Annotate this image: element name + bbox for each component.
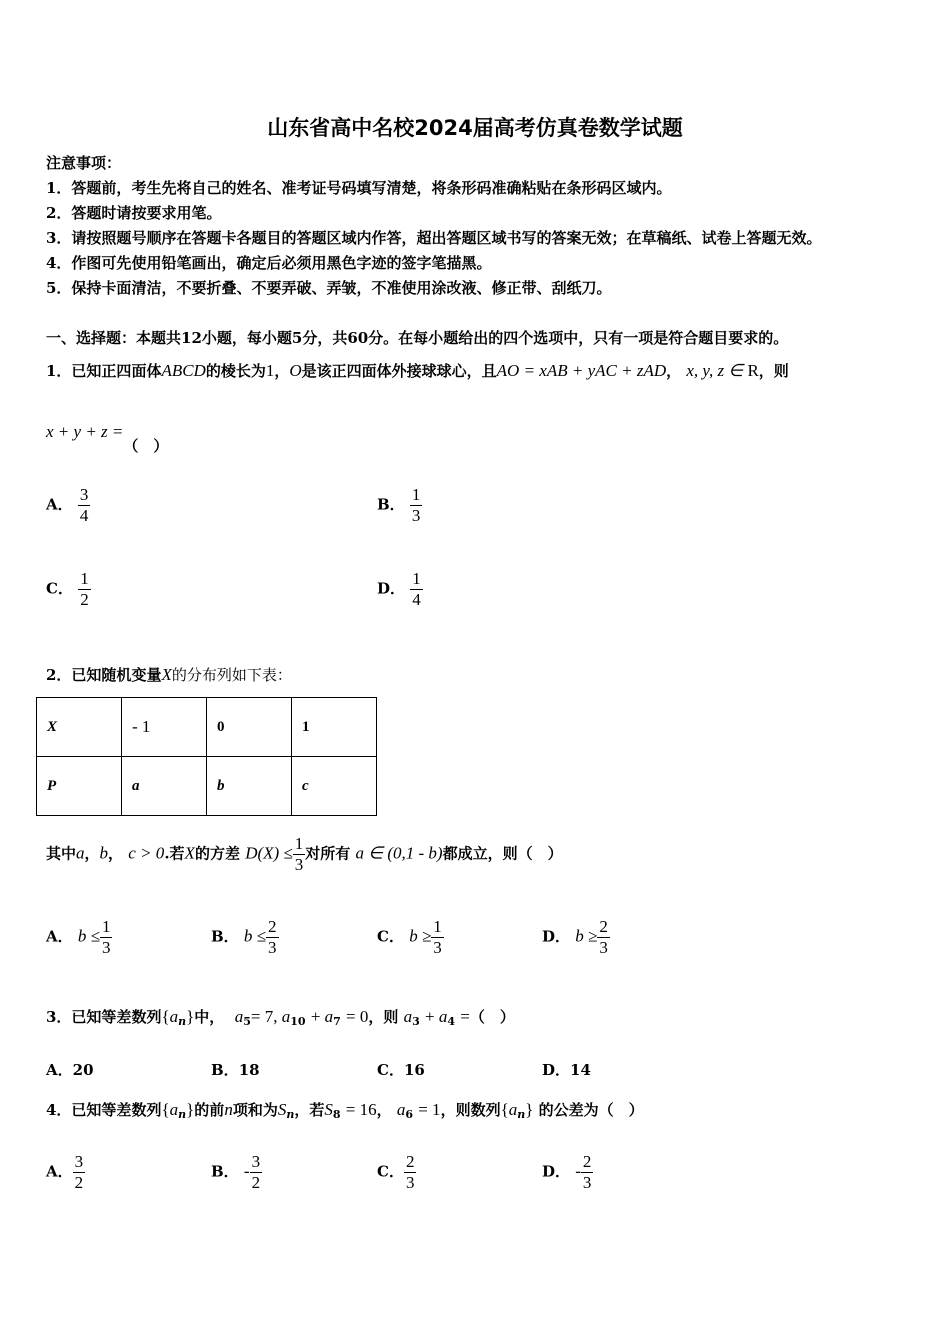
q3-option-c[interactable]: C．16 bbox=[377, 1061, 425, 1079]
table-cell: 0 bbox=[207, 698, 292, 757]
notice-item: 1．答题前，考生先将自己的姓名、准考证号码填写清楚，将条形码准确粘贴在条形码区域内。 bbox=[46, 179, 672, 197]
table-cell: P bbox=[37, 757, 122, 816]
table-cell: c bbox=[292, 757, 377, 816]
section-heading: 一、选择题：本题共12小题，每小题5分，共60分。在每小题给出的四个选项中，只有一项是符合题目要求的。 bbox=[46, 329, 789, 347]
q1-option-a[interactable]: A． $\frac{3}{4}$ bbox=[46, 485, 89, 525]
question-4-stem: 4．已知等差数列$\{a_n\}$的前n项和为$S_n$，若$S_8 = 16$， $a_6 = 1$，则数列$\{a_n\}$ 的公差为（ ） bbox=[46, 1100, 644, 1121]
q4-option-a[interactable]: A． $\frac{3}{2}$ bbox=[46, 1152, 84, 1192]
notice-item: 3．请按照题号顺序在答题卡各题目的答题区域内作答，超出答题区域书写的答案无效；在草稿纸、试卷上答题无效。 bbox=[46, 229, 822, 247]
q3-option-b[interactable]: B．18 bbox=[211, 1061, 260, 1079]
q4-option-b[interactable]: B． - $\frac{3}{2}$ bbox=[211, 1152, 261, 1192]
q2-option-b[interactable]: B． b ≤ $\frac{2}{3}$ bbox=[211, 917, 277, 957]
q4-option-c[interactable]: C． $\frac{2}{3}$ bbox=[377, 1152, 415, 1192]
question-3-stem: 3．已知等差数列$\{a_n\}$中， $a_5= 7$, $a_{10} + a_7 = 0$，则 $a_3 + a_4$ =（ ） bbox=[46, 1007, 515, 1028]
question-2-condition: 其中a，b， c > 0.若X的方差 D(X) ≤ $\frac{1}{3}$ 对所有 a ∈ (0,1 - b)都成立，则（ ） bbox=[46, 834, 563, 874]
q4-option-d[interactable]: D． - $\frac{2}{3}$ bbox=[542, 1152, 592, 1192]
q3-option-d[interactable]: D．14 bbox=[542, 1061, 591, 1079]
question-1-expression: x + y + z =（ ） bbox=[46, 422, 169, 455]
question-2-stem: 2．已知随机变量X的分布列如下表： bbox=[46, 665, 292, 684]
page-title: 山东省高中名校2024届高考仿真卷数学试题 bbox=[267, 116, 683, 140]
q1-option-c[interactable]: C． $\frac{1}{2}$ bbox=[46, 569, 89, 609]
notice-heading: 注意事项： bbox=[46, 154, 122, 172]
table-cell: a bbox=[122, 757, 207, 816]
q2-option-d[interactable]: D． b ≥ $\frac{2}{3}$ bbox=[542, 917, 608, 957]
q1-option-d[interactable]: D． $\frac{1}{4}$ bbox=[377, 569, 421, 609]
table-cell: 1 bbox=[292, 698, 377, 757]
q3-option-a[interactable]: A．20 bbox=[46, 1061, 94, 1079]
q2-option-c[interactable]: C． b ≥ $\frac{1}{3}$ bbox=[377, 917, 442, 957]
table-cell: X bbox=[37, 698, 122, 757]
table-row bbox=[37, 757, 377, 816]
notice-item: 2．答题时请按要求用笔。 bbox=[46, 204, 222, 222]
q2-option-a[interactable]: A． b ≤ $\frac{1}{3}$ bbox=[46, 917, 111, 957]
question-1-stem: 1．已知正四面体ABCD的棱长为1，O是该正四面体外接球球心，且AO = xAB + yAC + zAD， x, y, z ∈ R，则 bbox=[46, 361, 789, 380]
table-row bbox=[37, 698, 377, 757]
notice-item: 4．作图可先使用铅笔画出，确定后必须用黑色字迹的签字笔描黑。 bbox=[46, 254, 492, 272]
table-cell: b bbox=[207, 757, 292, 816]
distribution-table bbox=[36, 697, 377, 816]
notice-item: 5．保持卡面清洁，不要折叠、不要弄破、弄皱，不准使用涂改液、修正带、刮纸刀。 bbox=[46, 279, 612, 297]
q1-option-b[interactable]: B． $\frac{1}{3}$ bbox=[377, 485, 421, 525]
table-cell: - 1 bbox=[122, 698, 207, 757]
